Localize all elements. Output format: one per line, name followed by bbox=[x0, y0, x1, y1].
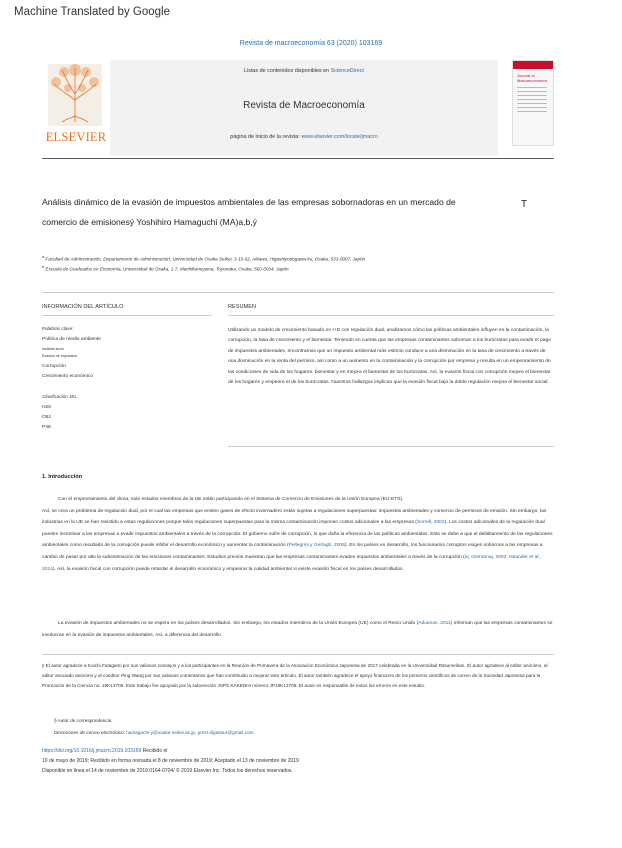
acknowledgement-footnote: ÿ El autor agradece a Koichi Futagami por sus valiosos consejos y a los participantes en la Reunión de Primavera de la Asociación Económica Japonesa de 2017 celebrada en la Universidad Ritsumeikan. El autor agradece al editor anónimo, al editor asociado anónimo y al coeditor Ping Wang por sus valiosos comentarios que han contribuido a mejorar este artículo. El autor también agradece el apoyo financiero de los primeros científicos de correo de la Sociedad Japonesa para la Promoción de la Ciencia no. 19K13706. Este trabajo fue apoyado por la subvención JSPS KAKENHI número JP19K13706. El autor es responsable de todos los errores en este estudio. bbox=[42, 663, 548, 688]
cover-title: Journal of Macroeconomics bbox=[517, 73, 548, 83]
received-dates: 10 de mayo de 2019; Recibido en forma revisada el 8 de noviembre de 2019; Aceptado el 13 de noviembre de 2019 bbox=[42, 758, 299, 764]
keyword-item: Crecimiento económico bbox=[42, 374, 94, 379]
journal-citation-link[interactable]: Revista de macroeconomía 63 (2020) 103169 bbox=[239, 40, 383, 47]
corresponding-author-note: § Autor de correspondencia. bbox=[54, 718, 113, 723]
email-line: Direcciones de correo electrónico: hamaguchi-y@osaka-seikei.ac.jp, prest.digtalaur@gmail.com. bbox=[54, 730, 255, 735]
citation-link[interactable]: Pellegrini y Gerlagh, 2006 bbox=[288, 543, 345, 549]
keyword-item: Evasión de impuestos bbox=[42, 354, 78, 358]
info-divider bbox=[42, 315, 212, 316]
intro-paragraph-2: La evasión de impuestos ambientales no se espera en los países desarrollados. Sin embargo, los estados miembros de la Unión Europea (UE) como el Reino Unido (Aduanas, 2011) informan que las empresas contaminantes se involucran en la evasión de impuestos ambientales. Así, a diferencia del desarrollo bbox=[42, 621, 553, 638]
journal-header bbox=[110, 60, 498, 156]
jel-code: P48 bbox=[42, 425, 51, 430]
abstract-divider bbox=[228, 315, 554, 316]
keyword-item: Política de medio ambiente bbox=[42, 337, 101, 342]
homepage-line: página de inicio de la revista: www.elsevier.com/locate/jmacro bbox=[230, 134, 378, 140]
cover-text-lines bbox=[517, 87, 547, 115]
sciencedirect-link[interactable]: ScienceDirect bbox=[330, 68, 364, 74]
jel-code: O51 bbox=[42, 415, 52, 420]
keyword-item: Instituto sucio bbox=[42, 347, 64, 351]
contents-line: Listas de contenidos disponibles en ScienceDirect bbox=[244, 68, 364, 74]
article-title: Análisis dinámico de la evasión de impuestos ambientales de las empresas sobornadoras en un mercado de comercio de emisionesý Yoshihiro Hamaguchi (MA)a,b,ý bbox=[42, 197, 456, 227]
affiliation-a: $^a$ Facultad de Administración, Departamento de Administración, Universidad de Osaka Seikei, 3-10-62, Aikawa, Higashiyodogawa-ku, Osaka, 533-0007, Japón bbox=[42, 255, 366, 262]
abstract-body: Utilizando un modelo de crecimiento basado en I+D con regulación dual, analizamos cómo las políticas ambientales influyen en la contaminación, la corrupción, la tasa de crecimiento y el bienestar. Teniendo en cuenta que las empresas contaminantes sobornan a los burócratas para evadir el pago de impuestos ambientales, encontramos que un impuesto ambiental más estricto conduce a una disminución en la tasa de crecimiento a través de una disminución en la renta del permiso, así como a un aumento en la contaminación y la corrupción por empresa y resulta en un empeoramiento de las condiciones de vida de los hogares. bienestar y en mejora el bienestar de los burócratas. Así, la evasión fiscal con corrupción mejora el bienestar de los hogares y empeora el de los burócratas. Nuestros hallazgos implican que la evasión fiscal bajo la doble regulación mejora el bienestar social. bbox=[228, 328, 551, 386]
doi-link[interactable]: https://doi.org/10.1016/j.jmacro.2019.103169 bbox=[42, 748, 142, 754]
journal-cover-thumbnail[interactable] bbox=[512, 60, 554, 146]
crossmark-badge[interactable]: T bbox=[521, 199, 528, 210]
availability-copyright: Disponible en línea el 14 de noviembre de 2019 0164-0704/ © 2019 Elsevier Inc. Todos los derechos reservados. bbox=[42, 768, 293, 774]
keywords-label: Palabras clave: bbox=[42, 326, 74, 331]
citation-link[interactable]: ej. Oemarnaj, 2002; Iskander et al., 2014 bbox=[42, 554, 542, 572]
cover-band bbox=[513, 61, 553, 69]
jel-label: Clasificación JEL: bbox=[42, 394, 79, 399]
doi-line: https://doi.org/10.1016/j.jmacro.2019.103169 Recibido el bbox=[42, 748, 168, 754]
machine-translated-banner: Machine Translated by Google bbox=[14, 6, 170, 18]
footnote-divider bbox=[42, 654, 554, 655]
publisher-wordmark: ELSEVIER bbox=[45, 130, 107, 144]
email-link[interactable]: hamaguchi-y@osaka-seikei.ac.jp, prest.digtalaur@gmail.com. bbox=[126, 730, 255, 735]
article-info-heading: INFORMACIÓN DEL ARTÍCULO bbox=[42, 304, 124, 310]
section-heading: 1. Introducción bbox=[42, 474, 83, 480]
abstract-heading: RESUMEN bbox=[228, 304, 256, 310]
jel-code: H26 bbox=[42, 405, 51, 410]
header-divider bbox=[42, 158, 554, 159]
citation-link[interactable]: Aduanas, 2011 bbox=[418, 621, 451, 626]
affiliation-divider bbox=[42, 292, 554, 293]
citation-link[interactable]: Sorrell, 2002 bbox=[416, 520, 445, 526]
intro-paragraph-1: Con el empeoramiento del clima, más estados miembros de la UE están participando en el Sistema de Comercio de Emisiones de la Unión Europea (EU-ETS). Así, se crea un problema de regulación dual, por el cual las empresas que emiten gases de efecto invernadero están sujetas a regulaciones superpuestas: impuestos ambientales y comercio de permisos de emisión. Sin embargo, las industrias en la UE se han resistido a estas regulaciones porque tales regulaciones superpuestas para la misma contaminación imponen costos adicionales a las empresas (Sorrell, 2002). Los costos adicionales de la regulación dual pueden incentivar a las empresas a evadir impuestos ambientales a través de la corrupción. El gobierno sufre de corrupción, lo que daña la eficiencia de las políticas ambientales. Esto se debe a que el debilitamiento de las regulaciones ambientales como resultado de la corrupción puede inhibir el desarrollo económico y aumentar la contaminación (Pellegrini y Gerlagh, 2006). En los países en desarrollo, los funcionarios corruptos exigen sobornos a las empresas a cambio de pasar por alto la subestimación de las emisiones contaminantes. Estudios previos muestran que las empresas contaminantes evaden impuestos ambientales a través de la corrupción (ej. Oemarnaj, 2002; Iskander et al., 2014). Así, la evasión fiscal con corrupción puede retardar el desarrollo económico y empeorar la calidad ambiental si existe evasión fiscal en los países desarrollados. bbox=[42, 497, 553, 572]
keyword-item: Corrupción bbox=[42, 364, 66, 369]
journal-homepage-link[interactable]: www.elsevier.com/locate/jmacro bbox=[301, 134, 378, 140]
journal-title: Revista de Macroeconomía bbox=[243, 100, 365, 111]
abstract-end-divider bbox=[228, 446, 554, 447]
affiliation-b: $^b$ Escuela de Graduados en Economía, Universidad de Osaka, 1-7, Machikaneyama, Toyonaka, Osaka, 560-0034, Japón bbox=[42, 265, 289, 272]
